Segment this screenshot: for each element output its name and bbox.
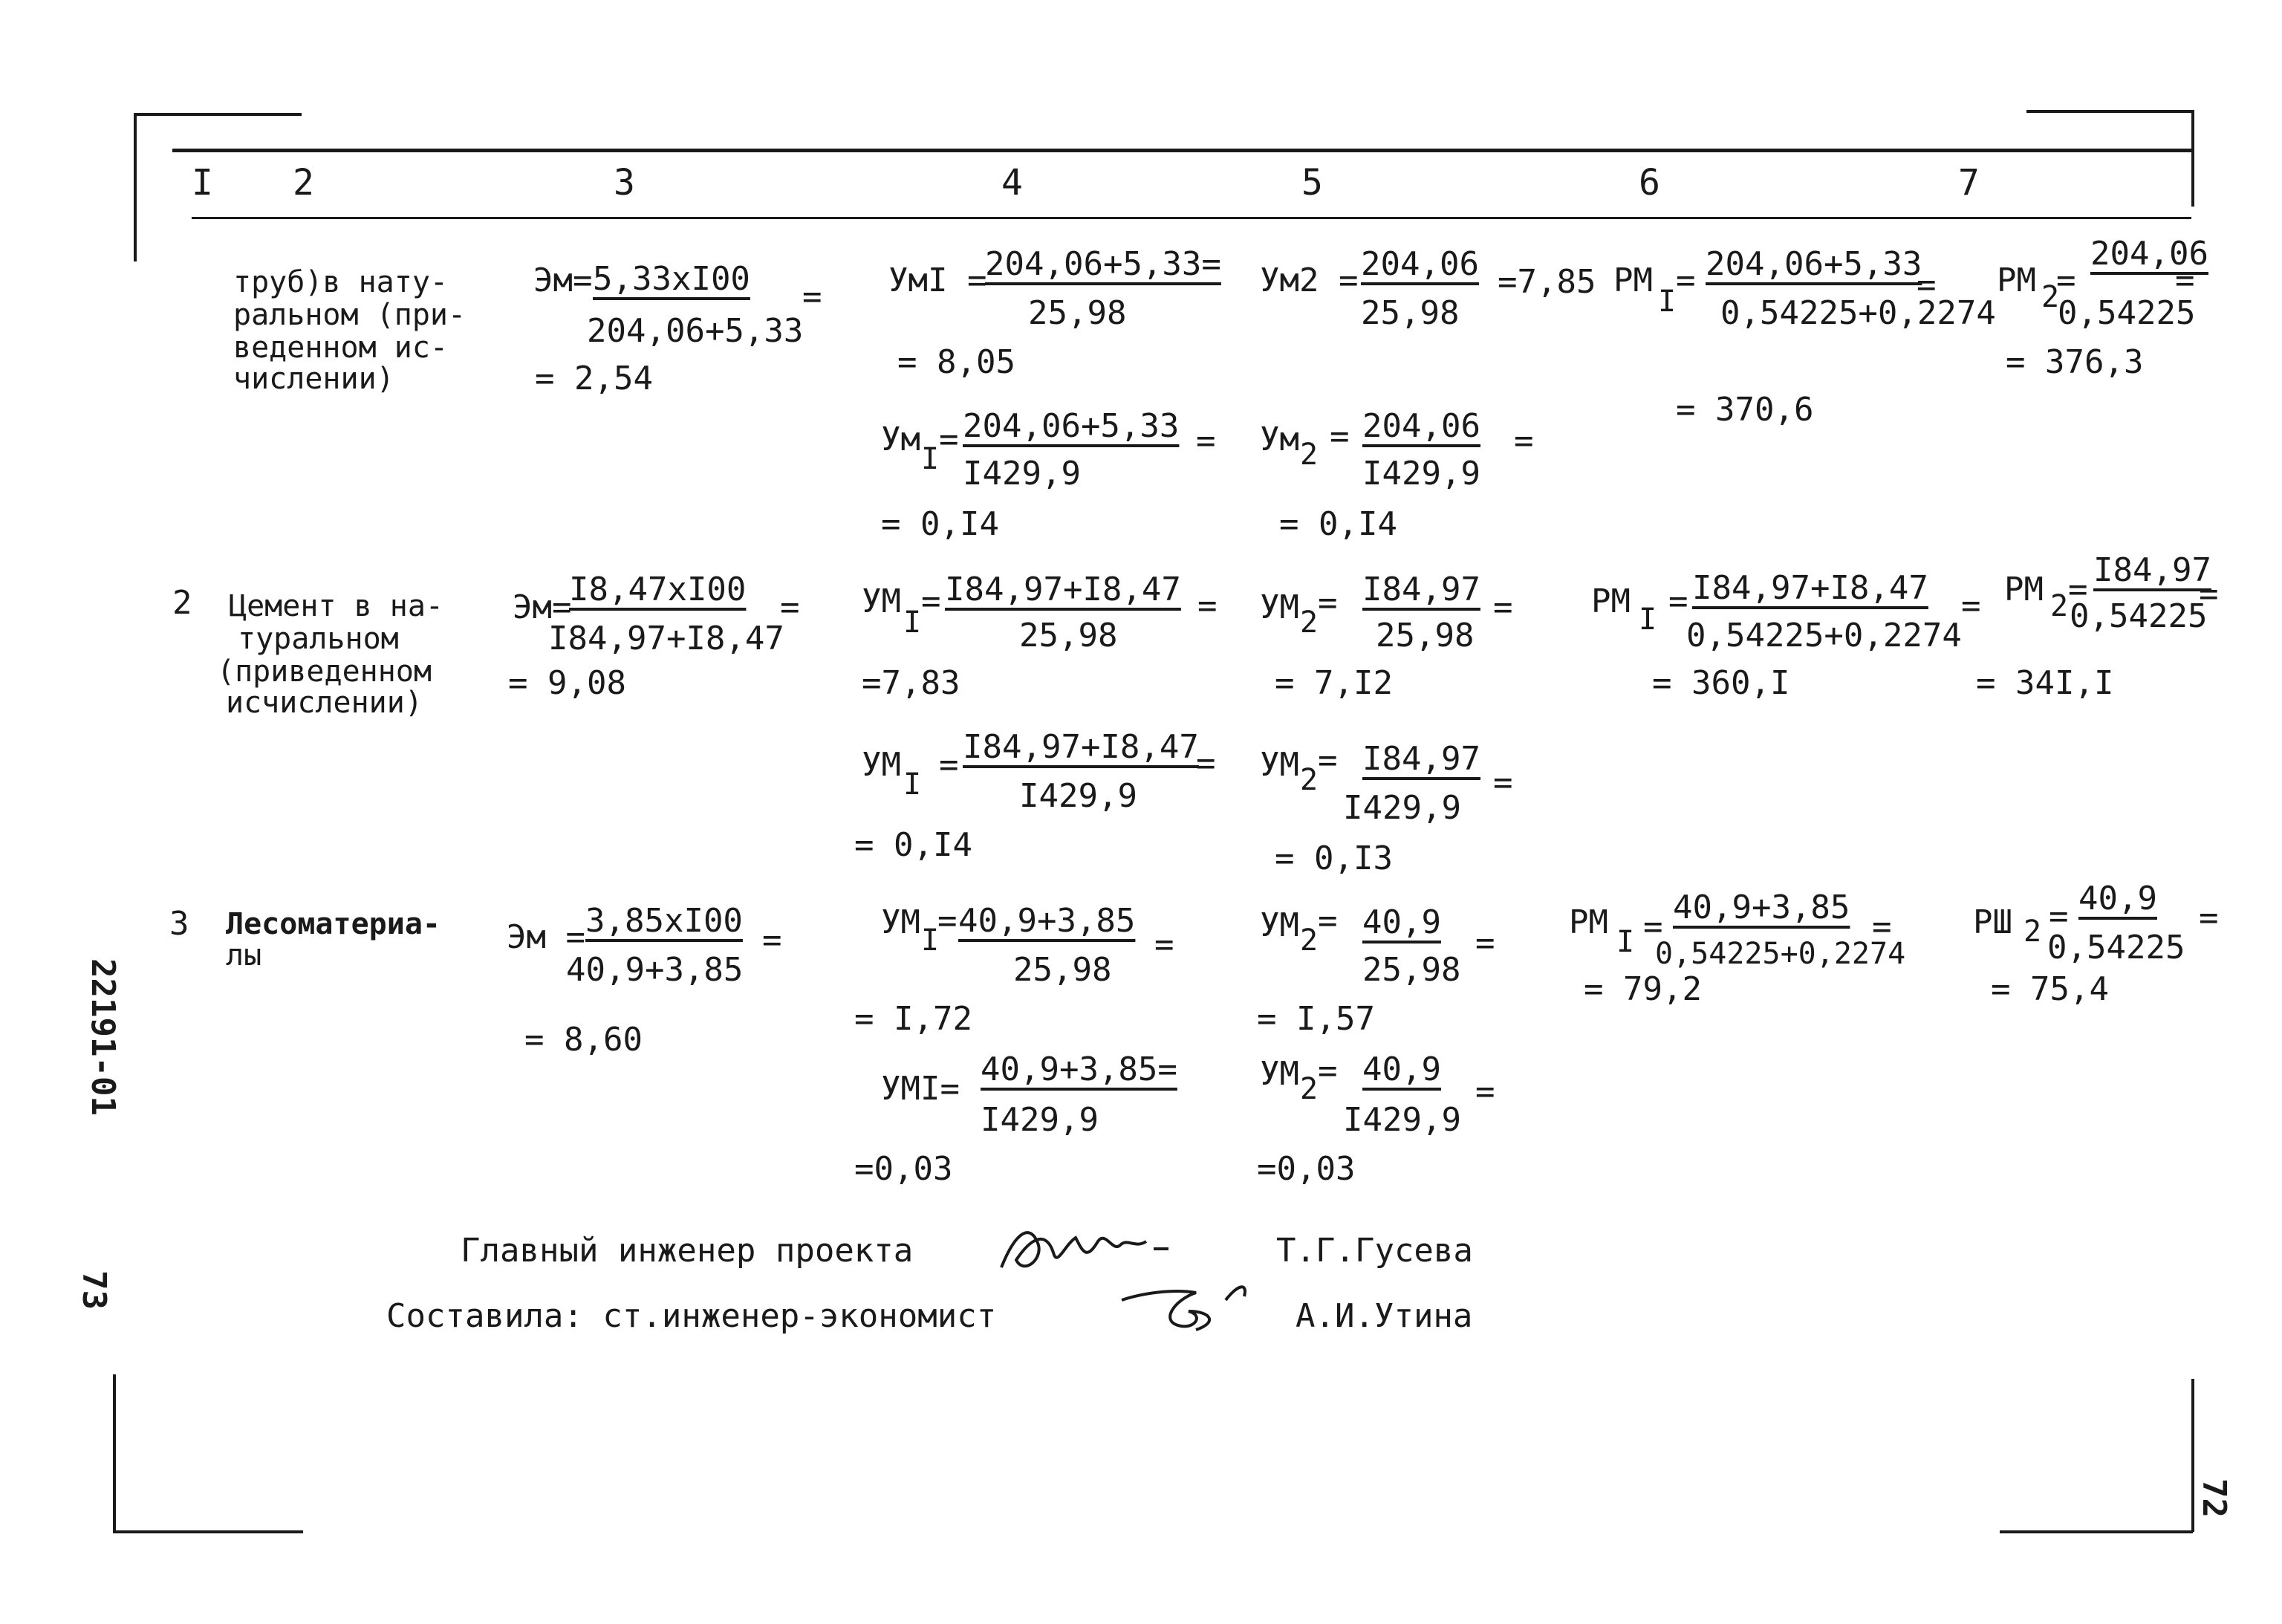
formula-tail: = [1475,924,1495,962]
formula-subscript: 2 [1300,763,1319,797]
formula-numerator: 40,9+3,85 [958,902,1136,940]
row-number: 2 [172,584,192,622]
formula-denominator: I429,9 [981,1101,1099,1139]
formula-equals: = [921,582,941,620]
formula-result: = 8,60 [524,1021,643,1059]
formula-tail: = [1493,764,1513,802]
header-col-7: 7 [1958,162,1980,204]
formula-denominator: I429,9 [1343,1101,1461,1139]
formula-tail: = [1196,744,1216,782]
formula-numerator: I84,97 [1362,740,1480,778]
formula-numerator: 204,06+5,33 [1706,245,1922,283]
formula-numerator: 204,06 [1361,245,1479,283]
formula-tail: = [2199,575,2219,613]
formula-lhs: УМ [1260,1055,1299,1093]
formula-lhs: УМ [1260,906,1299,944]
formula-tail: = [2175,262,2195,299]
formula-subscript: I [921,442,940,476]
formula-numerator: I84,97 [2093,551,2211,589]
formula-equals: = [1318,584,1338,622]
formula-lhs: УМ [1260,588,1299,626]
formula-numerator: 204,06 [1362,407,1480,445]
compiler-signature-icon [1114,1270,1293,1337]
header-col-5: 5 [1301,162,1323,204]
formula-denominator: I84,97+I8,47 [548,620,784,657]
page-number-left: 73 [75,1270,113,1310]
frame-corner-top-right-h [2026,110,2194,113]
formula-result: = 2,54 [535,360,653,397]
formula-equals: = [939,746,959,784]
formula-lhs: РМ [1569,903,1608,941]
header-bottom-rule [192,217,2191,219]
formula-equals: = [937,902,958,940]
formula-result: = 79,2 [1584,970,1702,1008]
formula-subscript: I [1616,925,1635,959]
formula-result: = 0,I4 [1279,505,1397,543]
formula-equals: = [939,420,959,458]
chief-engineer-name: Т.Г.Гусева [1276,1232,1473,1270]
formula-subscript: I [903,767,922,802]
formula-lhs: Эм = [507,918,585,956]
formula-denominator: 25,98 [1376,617,1475,655]
formula-subscript: 2 [2050,589,2069,623]
formula-numerator: 40,9+3,85= [981,1050,1177,1088]
header-top-rule [172,149,2193,152]
row-name-line: (приведенном [217,655,432,689]
formula-lhs: Ум [1260,420,1299,458]
formula-lhs: УМ [1260,746,1299,784]
formula-result: = 370,6 [1676,391,1814,429]
formula-lhs: Ум2 = [1260,262,1359,299]
formula-tail: = [1197,587,1218,625]
formula-numerator: I84,97+I8,47 [1692,569,1928,607]
formula-result: = 8,05 [897,343,1015,381]
row-name-line: числении) [233,362,394,396]
formula-equals: = [2068,571,2088,608]
formula-equals: = [802,278,822,316]
formula-tail: = [2199,899,2219,937]
row-name-line: веденном ис- [233,331,448,365]
formula-subscript: 2 [1300,923,1319,958]
formula-lhs: РМ [1613,262,1653,299]
row-name-line: Лесоматериа- [226,907,441,941]
formula-denominator: 25,98 [1019,617,1118,655]
header-col-6: 6 [1639,162,1660,204]
formula-denominator: 0,54225+0,2274 [1686,617,1962,655]
page-number-right: 72 [2195,1478,2233,1518]
formula-denominator: I429,9 [963,455,1081,493]
frame-corner-top-right-v [2191,110,2194,207]
formula-denominator: 0,54225+0,2274 [1720,294,1996,332]
row-name-line: исчислении) [226,686,423,720]
formula-lhs: УмI = [888,262,987,299]
formula-tail: = [1917,266,1937,304]
formula-lhs: УМ [862,746,901,784]
formula-denominator: I429,9 [1019,777,1137,815]
formula-equals: = [1318,1052,1338,1090]
formula-result: =0,03 [854,1150,953,1188]
formula-equals: = [1330,418,1350,455]
formula-tail: = [1961,587,1981,625]
formula-subscript: I [1658,285,1677,319]
formula-subscript: 2 [1300,605,1319,640]
formula-subscript: I [921,923,940,958]
formula-equals: = [762,921,782,959]
formula-denominator: 204,06+5,33 [587,312,804,350]
formula-result: =7,83 [862,664,960,702]
document-code: 22191-01 [84,958,122,1116]
header-col-4: 4 [1001,162,1023,204]
formula-tail: = [1514,422,1534,460]
formula-equals: = [1668,582,1688,620]
formula-denominator: 25,98 [1361,294,1460,332]
formula-tail: = [1872,908,1892,946]
header-col-3: 3 [614,162,635,204]
chief-engineer-label: Главный инженер проекта [461,1232,914,1270]
formula-tail: =7,85 [1498,263,1596,301]
formula-result: = 360,I [1652,664,1790,702]
formula-lhs: РМ [2004,571,2044,608]
formula-equals: = [1676,262,1696,299]
formula-result: = 0,I3 [1275,839,1393,877]
formula-equals: = [2049,897,2069,935]
formula-denominator: 0,54225 [2070,597,2208,635]
formula-denominator: 25,98 [1028,294,1127,332]
formula-subscript: 2 [2041,280,2060,314]
formula-equals: = [1643,908,1663,946]
formula-numerator: 40,9+3,85 [1673,889,1850,926]
formula-result: = 34I,I [1976,664,2114,702]
formula-subscript: 2 [1300,1072,1319,1106]
formula-lhs: РШ [1973,903,2012,941]
row-name-line: лы [226,938,262,972]
formula-lhs: Эм= [533,262,593,299]
formula-equals: = [2056,262,2076,299]
formula-numerator: 40,9 [2078,880,2157,917]
formula-lhs: УМ [862,582,901,620]
formula-lhs: УМ [881,903,920,941]
frame-corner-top-left-h [134,113,302,116]
formula-equals: = [1318,741,1338,779]
formula-tail: = [1154,926,1174,964]
formula-numerator: 204,06+5,33= [985,245,1221,283]
formula-lhs: Эм= [513,588,572,626]
formula-result: = 9,08 [508,664,626,702]
formula-numerator: I8,47хI00 [569,571,747,608]
formula-lhs: УМI= [881,1070,960,1108]
frame-corner-top-left-v [134,113,137,262]
formula-result: = I,57 [1257,1000,1375,1038]
formula-result: = 0,I4 [881,505,999,543]
frame-corner-bottom-right-v [2191,1379,2194,1532]
formula-denominator: 40,9+3,85 [566,951,744,989]
formula-result: = I,72 [854,1000,972,1038]
formula-numerator: 5,33хI00 [593,260,750,298]
row-name-line: Цемент в на- [229,589,443,623]
formula-numerator: I84,97+I8,47 [945,571,1181,608]
row-name-line: ральном (при- [233,298,467,332]
formula-denominator: I429,9 [1343,789,1461,827]
formula-result: = 7,I2 [1275,664,1393,702]
formula-tail: = [1493,588,1513,626]
row-name-line: труб)в нату- [233,265,448,299]
formula-result: = 0,I4 [854,826,972,864]
formula-denominator: 0,54225 [2047,929,2185,967]
formula-numerator: 204,06+5,33 [963,407,1180,445]
row-number: 3 [169,905,189,943]
formula-subscript: 2 [1300,438,1319,472]
header-col-2: 2 [293,162,314,204]
formula-numerator: 40,9 [1362,903,1441,941]
compiler-label: Составила: ст.инженер-экономист [386,1297,997,1335]
formula-numerator: I84,97+I8,47 [963,728,1199,766]
formula-tail: = [1475,1073,1495,1111]
formula-numerator: 204,06 [2090,235,2208,273]
frame-corner-bottom-left-h [113,1530,303,1533]
frame-corner-bottom-right-h [2000,1530,2193,1533]
formula-equals: = [780,588,800,626]
formula-numerator: 3,85хI00 [585,902,743,940]
formula-numerator: I84,97 [1362,571,1480,608]
formula-subscript: I [903,605,922,640]
formula-denominator: 0,54225 [2058,294,2196,332]
formula-equals: = [1318,902,1338,940]
formula-lhs: РМ [1591,582,1631,620]
row-name-line: туральном [238,622,399,656]
formula-lhs: Ум [881,420,920,458]
formula-numerator: 40,9 [1362,1050,1441,1088]
compiler-name: А.И.Утина [1296,1297,1473,1335]
formula-lhs: РМ [1997,262,2036,299]
formula-result: = 75,4 [1991,970,2109,1008]
formula-denominator: 0,54225+0,2274 [1655,937,1906,971]
frame-corner-bottom-left-v [113,1374,116,1532]
header-col-1: I [192,162,213,204]
formula-denominator: 25,98 [1013,951,1112,989]
formula-denominator: I429,9 [1362,455,1480,493]
formula-denominator: 25,98 [1362,951,1461,989]
formula-subscript: I [1639,602,1657,637]
formula-result: =0,03 [1257,1150,1356,1188]
formula-subscript: 2 [2023,915,2042,949]
formula-tail: = [1196,422,1216,460]
formula-result: = 376,3 [2006,343,2144,381]
